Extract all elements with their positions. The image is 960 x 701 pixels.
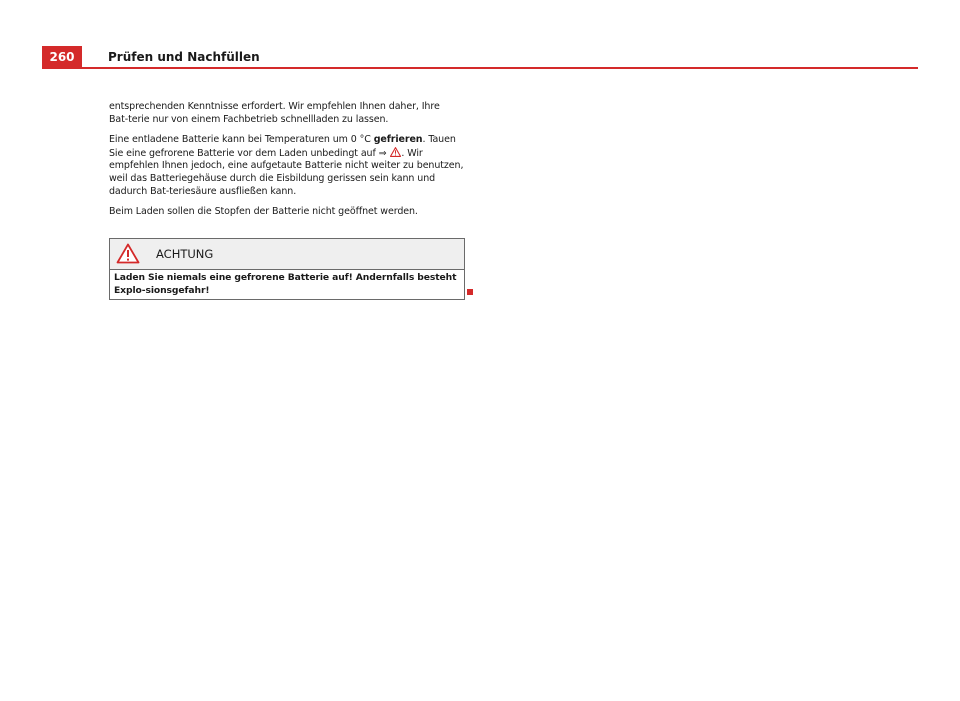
paragraph-2-end: . Wir empfehlen Ihnen jedoch, eine aufgetaute Batterie nicht weiter zu benutzen, weil das Batteriegehäuse durch die Eisbildung gerissen sein kann und dadurch Bat-teriesäure ausfließen kann. [109, 147, 464, 197]
warning-header [110, 239, 464, 270]
warning-triangle-icon [116, 243, 140, 264]
paragraph-2-start: Eine entladene Batterie kann bei Temperaturen um 0 °C [109, 134, 374, 146]
warning-text: Laden Sie niemals eine gefrorene Batterie auf! Andernfalls besteht Explo-sionsgefahr! [114, 272, 457, 296]
end-of-section-marker [467, 289, 473, 295]
paragraph-1: entsprechenden Kenntnisse erfordert. Wir empfehlen Ihnen daher, Ihre Bat-terie nur von einem Fachbetrieb schnellladen zu lassen. [109, 101, 440, 125]
warning-box [109, 238, 465, 300]
body-text [109, 101, 465, 227]
bold-term: gefrieren [373, 134, 423, 146]
page-header [42, 46, 918, 69]
paragraph-2-middle: . Tauen Sie eine gefrorene Batterie vor dem Laden unbedingt auf ⇒ [109, 134, 456, 159]
section-title: Prüfen und Nachfüllen [108, 50, 260, 64]
paragraph-2 [109, 134, 465, 198]
warning-reference-icon[interactable] [390, 147, 401, 157]
page-number: 260 [42, 46, 82, 67]
warning-title: ACHTUNG [156, 247, 214, 261]
paragraph-3: Beim Laden sollen die Stopfen der Batterie nicht geöffnet werden. [109, 206, 418, 218]
